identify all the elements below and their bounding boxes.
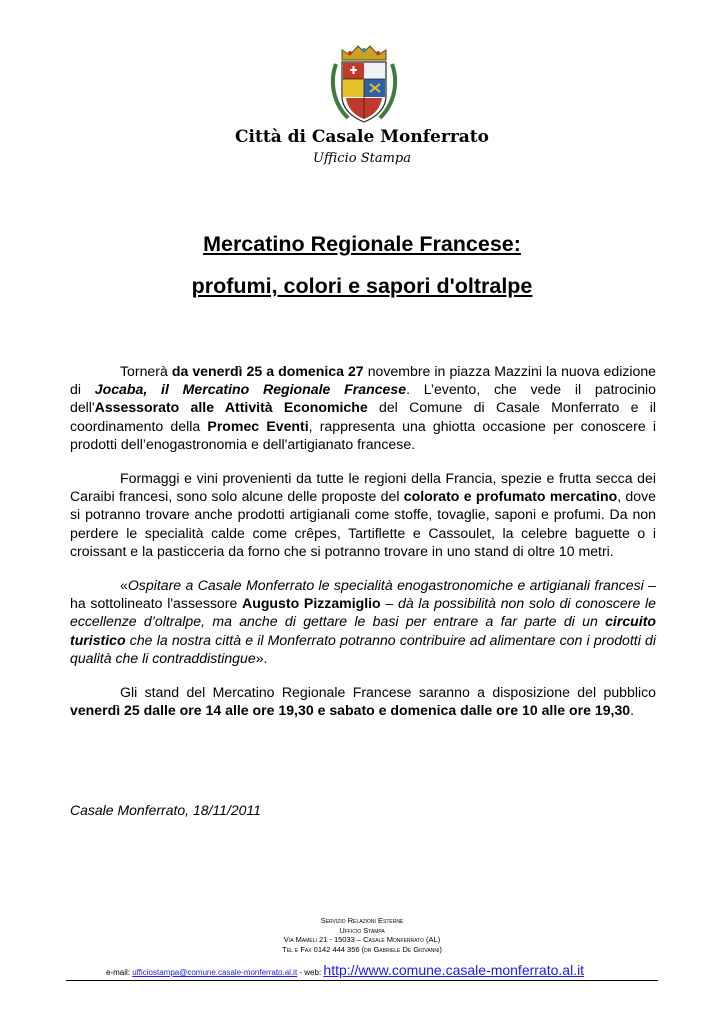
text: Tornerà xyxy=(120,363,172,379)
press-release-body xyxy=(70,362,656,735)
footer-divider xyxy=(66,980,658,981)
emphasis: colorato e profumato mercatino xyxy=(403,488,618,505)
quote-text: Ospitare a Casale Monferrato le specialità enogastronomiche e artigianali francesi xyxy=(127,577,644,594)
city-crest-logo xyxy=(328,40,400,128)
text: Gli stand del Mercatino Regionale Francese saranno a disposizione del pubblico xyxy=(120,684,656,701)
quote-text: dà la possibilità non solo di conoscere le eccellenze d’oltralpe, ma anche di gettare le basi per entrare a far parte di un xyxy=(70,595,656,630)
text: novembre in piazza Mazzini la nuova edizione di xyxy=(70,363,657,398)
text: Formaggi e vini provenienti da tutte le regioni della Francia, spezie e frutta secca dei Caraibi francesi, sono solo alcune delle proposte del xyxy=(70,470,656,505)
city-name: Città di Casale Monferrato xyxy=(235,127,489,147)
event-dates: da venerdì 25 a domenica 27 xyxy=(171,363,364,379)
email-label: e-mail: xyxy=(106,968,133,977)
office-name: Ufficio Stampa xyxy=(312,151,411,166)
footer-department: Servizio Relazioni Esterne xyxy=(320,916,404,925)
quote-emphasis: circuito turistico xyxy=(70,613,656,648)
footer-street: Via Mameli 21 - 15033 – Casale Monferrato (AL) xyxy=(283,935,441,944)
text: – xyxy=(380,595,398,612)
quote-text: che la nostra città e il Monferrato potranno contribuire ad alimentare con i prodotti di qualità che li contraddistingue xyxy=(70,631,656,666)
text: , dove si potranno trovare anche prodotti artigianali come stoffe, tovaglie, saponi e profumi. Da non perdere le specialità calde come crêpes, Tartiflette e Cassoulet, la celebre baguette o i croissant e la pasticceria da forno che si potranno trovare in uno stand di oltre 10 metri. xyxy=(70,488,656,559)
text: , rappresenta una ghiotta occasione per conoscere i prodotti dell’enogastronomia e dell'artigianato francese. xyxy=(70,417,656,452)
footer-phone: Tel e Fax 0142 444 356 (dr Gabriele De Giovanni) xyxy=(282,944,442,954)
headline-line-2: profumi, colori e sapori d'oltralpe xyxy=(191,274,533,298)
text: . L’evento, che vede il patrocinio dell' xyxy=(70,381,657,416)
opening-hours: venerdì 25 dalle ore 14 alle ore 19,30 e sabato e domenica dalle ore 10 alle ore 19,30 xyxy=(70,702,631,719)
email-link[interactable]: ufficiostampa@comune.casale-monferrato.al.it xyxy=(132,968,298,977)
footer-office: Ufficio Stampa xyxy=(339,925,385,935)
text: . xyxy=(630,702,635,719)
paragraph-4 xyxy=(70,683,656,719)
footer-contact xyxy=(106,962,584,978)
speaker-name: Augusto Pizzamiglio xyxy=(242,595,381,612)
headline-line-1: Mercatino Regionale Francese: xyxy=(203,232,521,256)
paragraph-2 xyxy=(70,469,656,560)
organizer-name: Promec Eventi xyxy=(207,417,309,434)
text: ». xyxy=(255,649,268,666)
sponsor-name: Assessorato alle Attività Economiche xyxy=(94,399,368,416)
paragraph-1 xyxy=(70,362,656,453)
footer-address xyxy=(0,916,724,954)
website-link[interactable]: http://www.comune.casale-monferrato.al.it xyxy=(323,962,585,978)
event-name: Jocaba, il Mercatino Regionale Francese xyxy=(94,381,407,398)
paragraph-3-quote xyxy=(70,576,656,667)
text: – ha sottolineato l'assessore xyxy=(70,577,656,612)
web-label: - web: xyxy=(297,968,324,977)
text: « xyxy=(120,577,128,594)
text: del Comune di Casale Monferrato e il coordinamento della xyxy=(70,399,656,434)
release-date: Casale Monferrato, 18/11/2011 xyxy=(70,802,261,818)
